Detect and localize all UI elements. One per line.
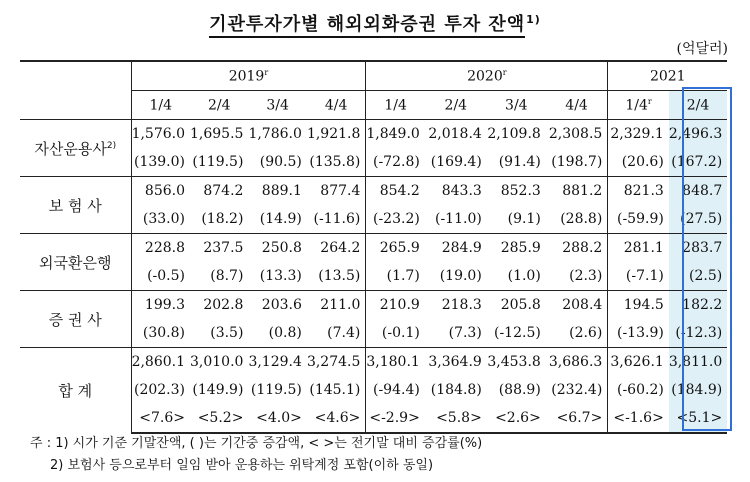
year-header-row <box>20 61 727 91</box>
table-cell: 237.5 <box>190 234 248 263</box>
quarter-label: 2/4 <box>686 97 710 114</box>
table-cell: <2.6> <box>487 404 546 433</box>
table-cell: 3,010.0 <box>190 348 248 377</box>
table-cell: (2.6) <box>569 325 603 341</box>
quarter-label: 3/4 <box>266 97 289 114</box>
table-cell: 2,308.5 <box>546 120 608 149</box>
table-row <box>20 291 727 320</box>
footnote-1: 주 : 1) 시가 기준 기말잔액, ( )는 기간중 증감액, < >는 전기말 대비 증감률(%) <box>30 436 483 451</box>
table-cell: 854.2 <box>366 177 425 206</box>
year-header <box>608 61 727 91</box>
table-cell: 3,686.3 <box>546 348 608 377</box>
table-cell: 2,109.8 <box>487 120 546 149</box>
table-cell: 856.0 <box>131 177 190 206</box>
year-header <box>131 61 366 91</box>
table-cell: 203.6 <box>248 291 306 320</box>
quarter-header <box>366 91 425 120</box>
table-cell: (-11.0) <box>434 211 482 227</box>
table-cell: 288.2 <box>546 234 608 263</box>
table-cell: (-0.5) <box>131 262 190 291</box>
table-cell: 202.8 <box>190 291 248 320</box>
table-cell: (-12.5) <box>493 325 541 341</box>
table-cell: 210.9 <box>366 291 425 320</box>
table-cell: 3,626.1 <box>608 348 669 377</box>
unit-label: (억달러) <box>676 41 728 57</box>
table-cell: (198.7) <box>551 154 603 170</box>
table-cell: (232.4) <box>551 382 603 398</box>
table-cell: (91.4) <box>498 154 541 170</box>
table-row <box>20 348 727 377</box>
table-cell: (-7.1) <box>608 262 669 291</box>
table-cell: (-72.8) <box>366 148 425 177</box>
table-cell: <7.6> <box>131 404 190 433</box>
quarter-header <box>487 91 546 120</box>
table-cell: 3,129.4 <box>248 348 306 377</box>
table-cell: (13.3) <box>259 268 302 284</box>
row-label-text: 증 권 사 <box>48 310 102 329</box>
table-cell: (19.0) <box>439 268 482 284</box>
row-label <box>20 348 131 434</box>
table-cell: (1.7) <box>366 262 425 291</box>
year-sup: r <box>264 67 269 77</box>
table-cell: (135.8) <box>309 154 361 170</box>
quarter-label: 4/4 <box>324 97 348 114</box>
quarter-header <box>546 91 608 120</box>
table-cell: 881.2 <box>546 177 608 206</box>
table-cell: 228.8 <box>131 234 190 263</box>
table-cell: (90.5) <box>259 154 302 170</box>
quarter-label: 1/4 <box>149 97 173 114</box>
quarter-header <box>307 91 366 120</box>
table-cell: (7.4) <box>327 325 361 341</box>
table-cell: 3,811.0 <box>669 348 727 377</box>
year-label: 2019 <box>228 68 265 85</box>
title-footnote-mark: 1) <box>526 13 541 26</box>
table-cell: 877.4 <box>307 177 366 206</box>
table-cell: (88.9) <box>498 382 541 398</box>
table-cell: <5.1> <box>669 404 727 433</box>
row-header-corner <box>20 61 131 120</box>
table-cell: (-94.4) <box>366 376 425 404</box>
table-cell: <-2.9> <box>366 404 425 433</box>
table-cell: (33.0) <box>131 205 190 234</box>
table-cell: (28.8) <box>560 211 603 227</box>
year-label: 2021 <box>649 68 686 85</box>
table-cell: 250.8 <box>248 234 306 263</box>
row-label <box>20 177 131 234</box>
table-cell: (-0.1) <box>366 319 425 348</box>
table-cell: (-12.3) <box>669 319 727 348</box>
table-cell: (3.5) <box>210 325 244 341</box>
table-cell: (184.8) <box>430 382 482 398</box>
row-label <box>20 234 131 291</box>
year-header <box>366 61 608 91</box>
table-cell: 2,018.4 <box>425 120 487 149</box>
table-cell: (9.1) <box>507 211 541 227</box>
table-cell: 3,453.8 <box>487 348 546 377</box>
table-cell: (27.5) <box>669 205 727 234</box>
table-cell: <6.7> <box>546 404 608 433</box>
table-cell: (13.5) <box>318 268 361 284</box>
table-cell: (202.3) <box>131 376 190 404</box>
table-cell: <-1.6> <box>608 404 669 433</box>
table-cell: 874.2 <box>190 177 248 206</box>
quarter-header <box>190 91 248 120</box>
data-table <box>20 60 727 434</box>
table-cell: (119.5) <box>192 154 244 170</box>
quarter-label: 1/4 <box>384 97 407 114</box>
table-cell: 283.7 <box>669 234 727 263</box>
table-cell: (14.9) <box>259 211 302 227</box>
table-cell: 281.1 <box>608 234 669 263</box>
row-label-sup: 2) <box>106 140 117 151</box>
table-cell: 2,329.1 <box>608 120 669 149</box>
quarter-label: 1/4 <box>625 97 648 114</box>
table-cell: 265.9 <box>366 234 425 263</box>
table-cell: 843.3 <box>425 177 487 206</box>
table-cell: 3,274.5 <box>307 348 366 377</box>
row-label-text: 자산운용사 <box>34 139 107 158</box>
table-cell: (-59.9) <box>608 205 669 234</box>
table-cell: (-11.6) <box>313 211 361 227</box>
table-cell: (18.2) <box>201 211 244 227</box>
table-cell: (145.1) <box>309 382 361 398</box>
table-cell: 284.9 <box>425 234 487 263</box>
table-cell: (-60.2) <box>608 376 669 404</box>
table-cell: 2,496.3 <box>669 120 727 149</box>
quarter-header <box>425 91 487 120</box>
table-cell: (-23.2) <box>366 205 425 234</box>
quarter-label: 2/4 <box>444 97 468 114</box>
table-cell: (1.0) <box>507 268 541 284</box>
table-cell: (0.8) <box>268 325 302 341</box>
row-label-text: 외국환은행 <box>39 253 112 272</box>
table-cell: 1,695.5 <box>190 120 248 149</box>
table-cell: 1,849.0 <box>366 120 425 149</box>
table-row <box>20 234 727 263</box>
quarter-sup: r <box>647 96 652 106</box>
table-cell: 285.9 <box>487 234 546 263</box>
quarter-header <box>248 91 306 120</box>
table-row <box>20 177 727 206</box>
table-cell: 852.3 <box>487 177 546 206</box>
year-sup: r <box>502 67 507 77</box>
table-cell: 821.3 <box>608 177 669 206</box>
table-cell: (20.6) <box>608 148 669 177</box>
table-cell: (139.0) <box>131 148 190 177</box>
quarter-label: 3/4 <box>505 97 528 114</box>
table-cell: 182.2 <box>669 291 727 320</box>
table-cell: 218.3 <box>425 291 487 320</box>
table-title-text: 기관투자가별 해외외화증권 투자 잔액 <box>209 14 525 38</box>
table-cell: 2,860.1 <box>131 348 190 377</box>
row-label-text: 합 계 <box>58 382 93 400</box>
table-cell: (169.4) <box>430 154 482 170</box>
quarter-label: 2/4 <box>207 97 231 114</box>
year-label: 2020 <box>467 68 503 85</box>
quarter-label: 4/4 <box>565 97 588 114</box>
table-cell: 199.3 <box>131 291 190 320</box>
table-cell: 264.2 <box>307 234 366 263</box>
table-cell: (8.7) <box>210 268 244 284</box>
table-cell: 1,921.8 <box>307 120 366 149</box>
table-cell: (149.9) <box>192 382 244 398</box>
quarter-header <box>131 91 190 120</box>
footnote-2: 2) 보험사 등으로부터 일임 받아 운용하는 위탁계정 포함(이하 동일) <box>50 458 434 473</box>
table-cell: 208.4 <box>546 291 608 320</box>
table-row <box>20 120 727 149</box>
table-cell: (30.8) <box>131 319 190 348</box>
table-cell: 848.7 <box>669 177 727 206</box>
table-cell: (2.3) <box>569 268 603 284</box>
table-cell: <4.6> <box>307 404 366 433</box>
table-cell: 889.1 <box>248 177 306 206</box>
table-cell: 211.0 <box>307 291 366 320</box>
table-cell: 205.8 <box>487 291 546 320</box>
table-cell: (184.9) <box>669 376 727 404</box>
table-cell: (7.3) <box>448 325 482 341</box>
table-cell: <4.0> <box>248 404 306 433</box>
table-cell: 1,786.0 <box>248 120 306 149</box>
table-cell: 1,576.0 <box>131 120 190 149</box>
row-label-text: 보 험 사 <box>48 196 102 215</box>
footnotes <box>30 433 482 477</box>
table-cell: (-13.9) <box>608 319 669 348</box>
table-cell: <5.2> <box>190 404 248 433</box>
table-cell: 3,180.1 <box>366 348 425 377</box>
table-cell: 3,364.9 <box>425 348 487 377</box>
quarter-header <box>608 91 669 120</box>
row-label <box>20 120 131 177</box>
table-cell: <5.8> <box>425 404 487 433</box>
quarter-header <box>669 91 727 120</box>
table-cell: (2.5) <box>669 262 727 291</box>
table-cell: (119.5) <box>250 382 302 398</box>
row-label <box>20 291 131 348</box>
table-cell: 194.5 <box>608 291 669 320</box>
table-title <box>0 10 750 36</box>
table-cell: (167.2) <box>669 148 727 177</box>
